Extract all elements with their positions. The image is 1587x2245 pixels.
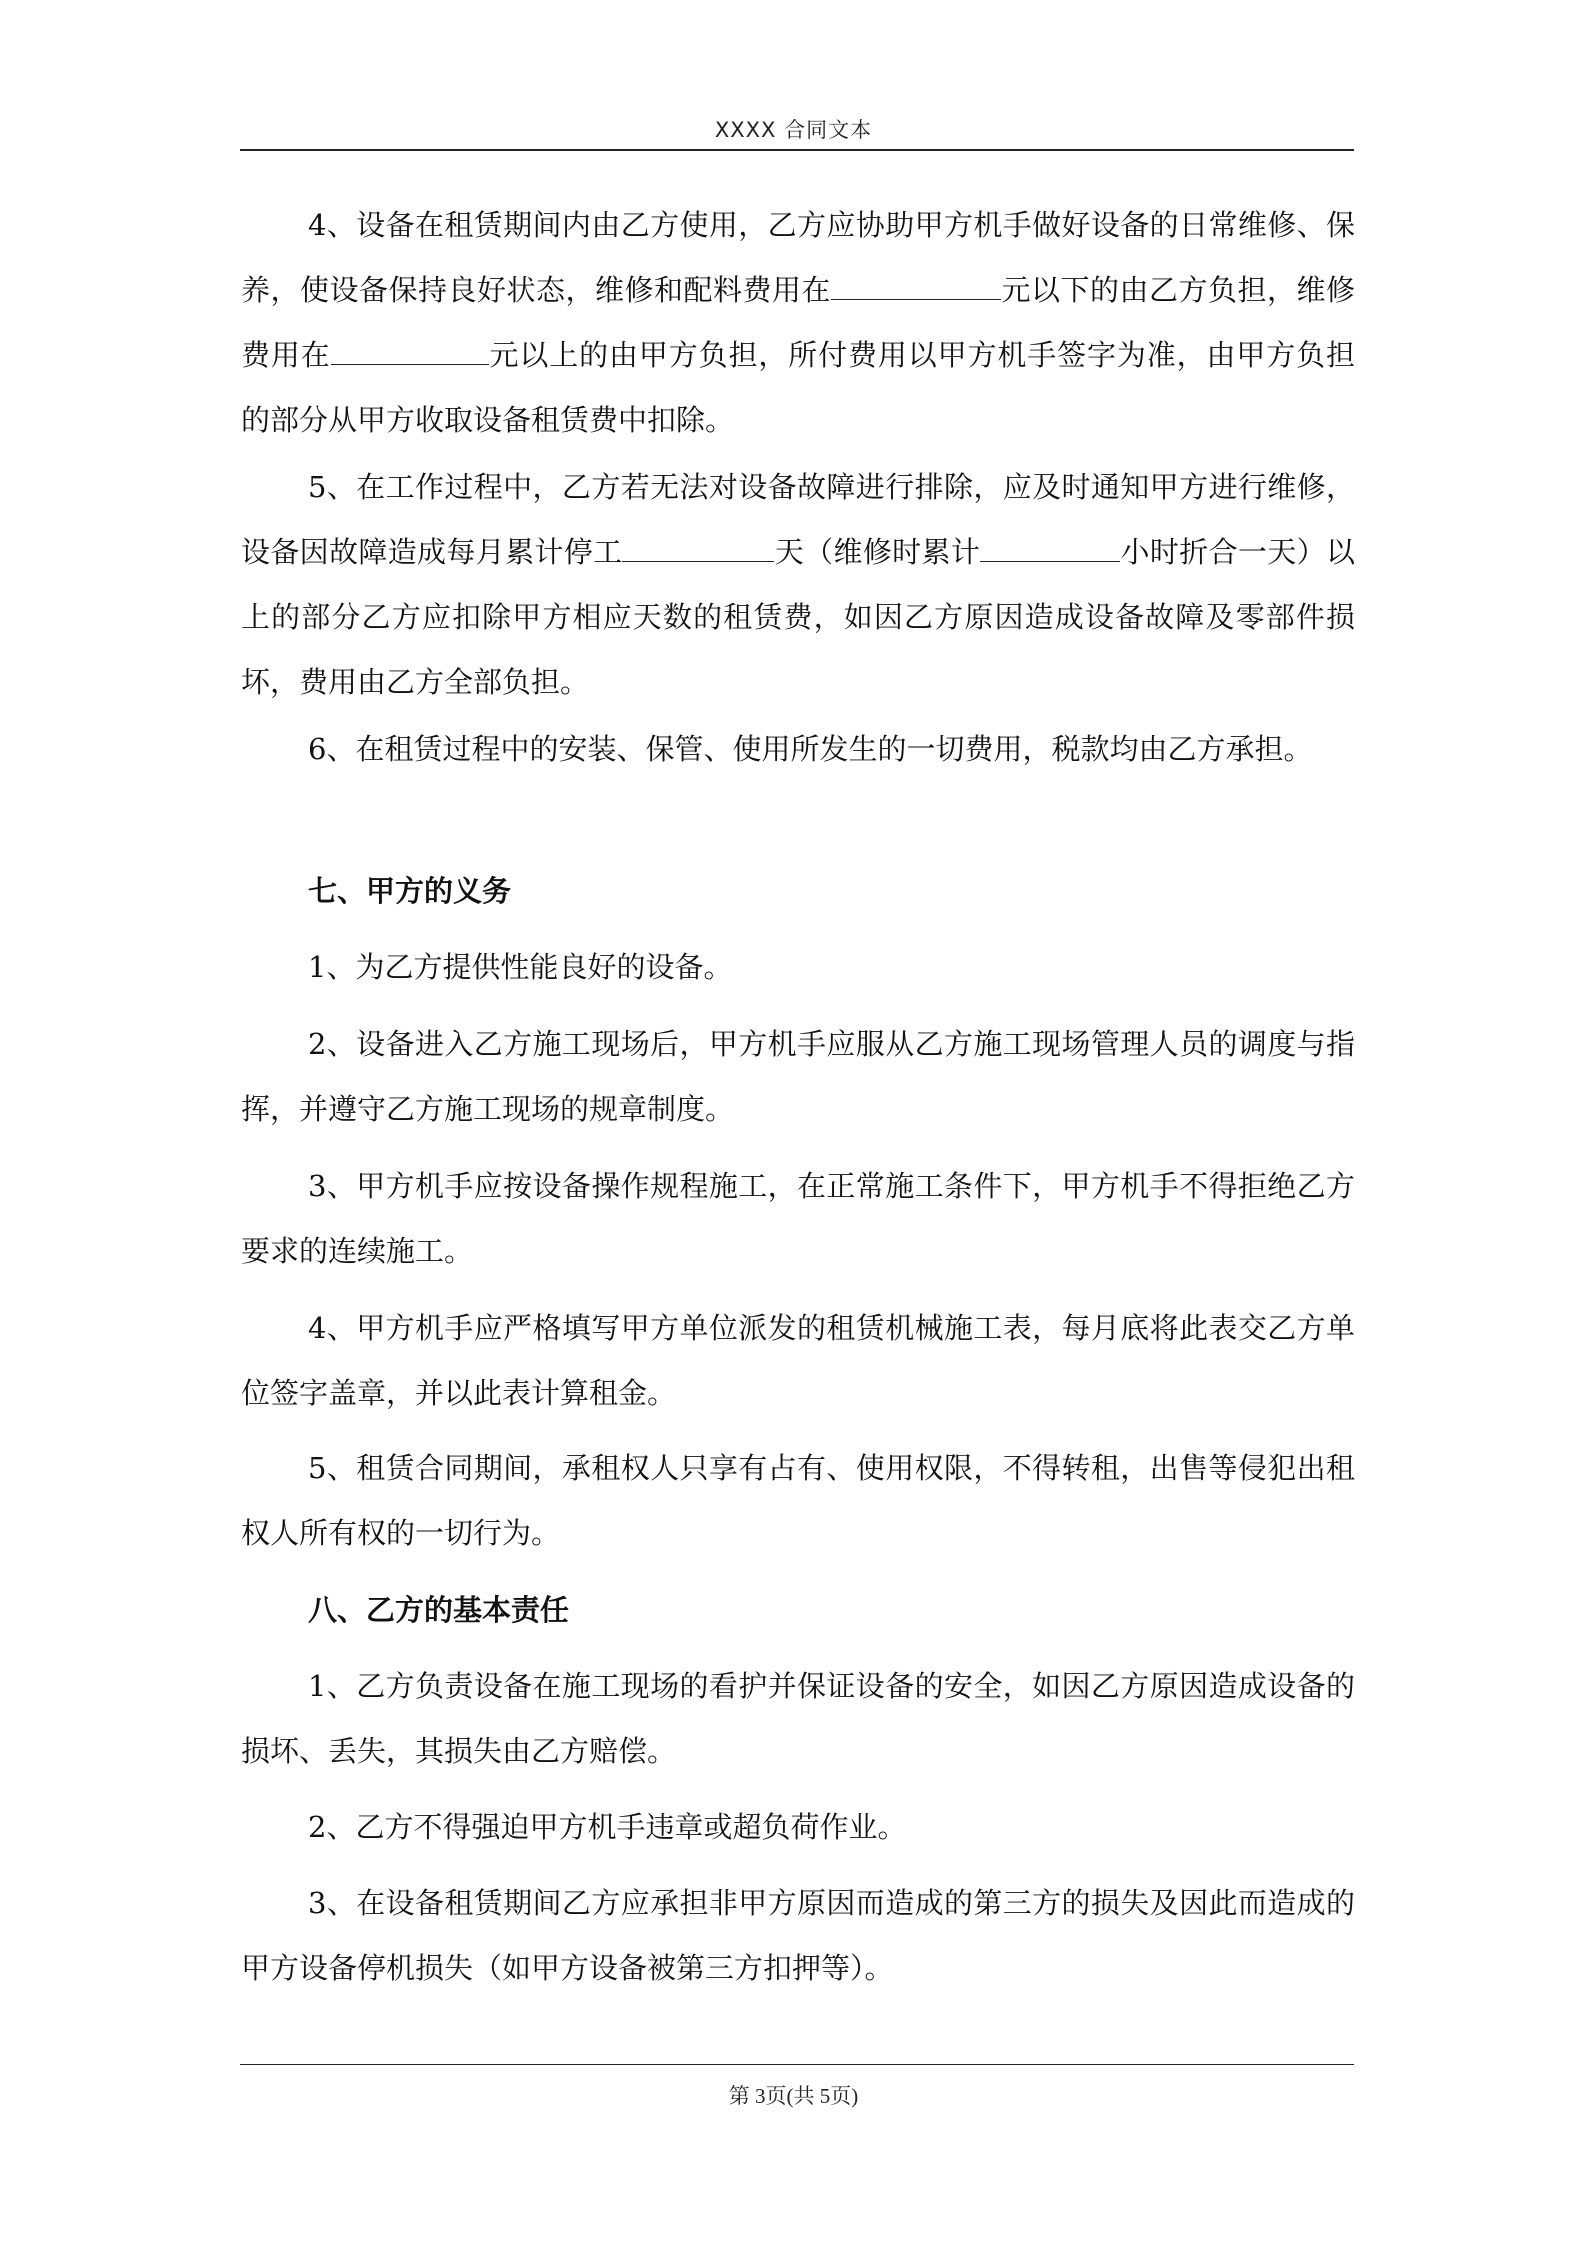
clause-7-4: 4、甲方机手应严格填写甲方单位派发的租赁机械施工表，每月底将此表交乙方单位签字盖章，并以此表计算租金。 bbox=[241, 1311, 1355, 1410]
fill-blank-repair-hours[interactable] bbox=[980, 525, 1120, 562]
clause-7-5: 5、租赁合同期间，承租权人只享有占有、使用权限，不得转租，出售等侵犯出租权人所有权的一切行为。 bbox=[241, 1451, 1355, 1550]
clause-6-5-text-c: 小时折合一天）以上的部分乙方应扣除甲方相应天数的租赁费，如因乙方原因造成设备故障及零部件损坏，费用由乙方全部负担。 bbox=[241, 535, 1355, 699]
clause-6-4 bbox=[241, 193, 1355, 453]
clause-6-5 bbox=[241, 455, 1355, 715]
clause-7-3: 3、甲方机手应按设备操作规程施工，在正常施工条件下，甲方机手不得拒绝乙方要求的连续施工。 bbox=[241, 1169, 1355, 1268]
fill-blank-repair-threshold[interactable] bbox=[831, 263, 1001, 300]
clause-6-6: 6、在租赁过程中的安装、保管、使用所发生的一切费用，税款均由乙方承担。 bbox=[308, 732, 1313, 766]
clause-8-2: 2、乙方不得强迫甲方机手违章或超负荷作业。 bbox=[308, 1810, 907, 1844]
clause-6-4-text-a: 4、设备在租赁期间内由乙方使用，乙方应协助甲方机手做好设备的日常维修、保养，使设备保持良好状态，维修和配料费用在 bbox=[241, 208, 1355, 307]
clause-7-2: 2、设备进入乙方施工现场后，甲方机手应服从乙方施工现场管理人员的调度与指挥，并遵守乙方施工现场的规章制度。 bbox=[241, 1027, 1355, 1126]
clause-6-5-text-a: 5、在工作过程中，乙方若无法对设备故障进行排除，应及时通知甲方进行维修，设备因故障造成每月累计停工 bbox=[241, 470, 1355, 569]
clause-6-5-text-b: 天（维修时累计 bbox=[774, 535, 981, 569]
clause-8-1: 1、乙方负责设备在施工现场的看护并保证设备的安全，如因乙方原因造成设备的损坏、丢失，其损失由乙方赔偿。 bbox=[241, 1669, 1355, 1768]
fill-blank-repair-cost[interactable] bbox=[331, 328, 489, 365]
clause-6-4-text-c: 元以上的由甲方负担，所付费用以甲方机手签字为准，由甲方负担的部分从甲方收取设备租赁费中扣除。 bbox=[241, 338, 1355, 437]
page-header-title: XXXX 合同文本 bbox=[714, 118, 873, 142]
section-heading-8: 八、乙方的基本责任 bbox=[308, 1593, 570, 1627]
footer-divider bbox=[240, 2064, 1354, 2065]
fill-blank-downtime-days[interactable] bbox=[622, 525, 774, 562]
section-heading-7: 七、甲方的义务 bbox=[308, 874, 512, 908]
clause-7-1: 1、为乙方提供性能良好的设备。 bbox=[308, 950, 733, 984]
header-divider bbox=[240, 149, 1354, 151]
clause-8-3: 3、在设备租赁期间乙方应承担非甲方原因而造成的第三方的损失及因此而造成的甲方设备停机损失（如甲方设备被第三方扣押等）。 bbox=[241, 1886, 1355, 1985]
clause-6-4-text-b: 元以下的由乙方负担，维修费用在 bbox=[241, 273, 1355, 372]
page-number: 第 3页(共 5页) bbox=[728, 2084, 859, 2108]
